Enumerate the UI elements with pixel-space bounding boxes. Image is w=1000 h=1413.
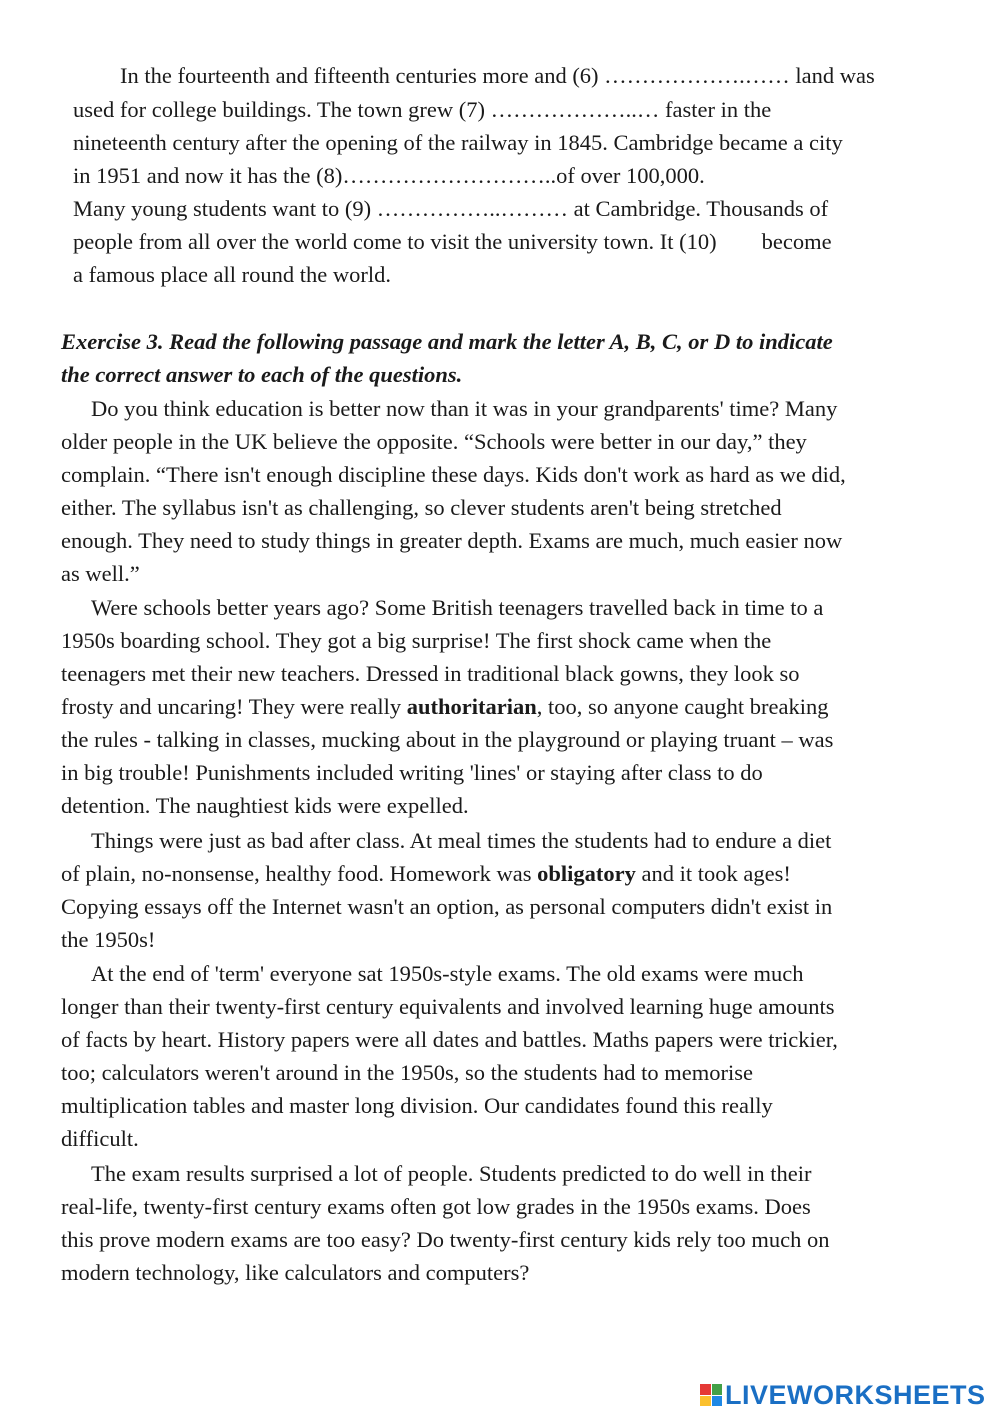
logo-mark-icon: [700, 1384, 722, 1406]
paragraph-line: The exam results surprised a lot of people. Students predicted to do well in their: [91, 1161, 812, 1186]
passage-line: in 1951 and now it has the (8)………………………..of over 100,000.: [73, 163, 705, 188]
paragraph-line: multiplication tables and master long division. Our candidates found this really: [61, 1093, 773, 1118]
paragraph-line: this prove modern exams are too easy? Do twenty-first century kids rely too much on: [61, 1227, 830, 1252]
paragraph-line: the 1950s!: [61, 927, 156, 952]
keyword-obligatory: obligatory: [537, 861, 636, 886]
logo-square: [700, 1384, 711, 1395]
logo-text: LIVEWORKSHEETS: [725, 1380, 986, 1410]
passage-line: In the fourteenth and fifteenth centuries more and (6) ……………….…… land was: [120, 63, 875, 88]
passage-line: Many young students want to (9) ……………..……… at Cambridge. Thousands of: [73, 196, 829, 221]
paragraph-line: difficult.: [61, 1126, 139, 1151]
paragraph-line: modern technology, like calculators and computers?: [61, 1260, 530, 1285]
logo-square: [700, 1396, 711, 1407]
paragraph-line: complain. “There isn't enough discipline these days. Kids don't work as hard as we did,: [61, 462, 846, 487]
paragraph-line: real-life, twenty-first century exams often got low grades in the 1950s exams. Does: [61, 1194, 811, 1219]
paragraph-line: Do you think education is better now than it was in your grandparents' time? Many: [91, 396, 838, 421]
liveworksheets-logo[interactable]: [700, 1378, 1000, 1412]
logo-square: [712, 1384, 723, 1395]
paragraph-line: either. The syllabus isn't as challenging, so clever students aren't being stretched: [61, 495, 782, 520]
paragraph-line: as well.”: [61, 561, 140, 586]
exercise-heading: Exercise 3. Read the following passage and mark the letter A, B, C, or D to indicate: [61, 329, 833, 354]
paragraph-line: teenagers met their new teachers. Dressed in traditional black gowns, they look so: [61, 661, 800, 686]
paragraph-line: older people in the UK believe the opposite. “Schools were better in our day,” they: [61, 429, 807, 454]
passage-line: people from all over the world come to visit the university town. It (10) become: [73, 229, 832, 254]
passage-line: used for college buildings. The town grew (7) ………………..… faster in the: [73, 97, 772, 122]
paragraph-line: the rules - talking in classes, mucking about in the playground or playing truant – was: [61, 727, 834, 752]
paragraph-line: detention. The naughtiest kids were expelled.: [61, 793, 469, 818]
paragraph-line: in big trouble! Punishments included writing 'lines' or staying after class to do: [61, 760, 763, 785]
paragraph-line: At the end of 'term' everyone sat 1950s-style exams. The old exams were much: [91, 961, 804, 986]
keyword-authoritarian: authoritarian: [406, 694, 537, 719]
paragraph-line: too; calculators weren't around in the 1950s, so the students had to memorise: [61, 1060, 754, 1085]
paragraph-line: of facts by heart. History papers were all dates and battles. Maths papers were trickier,: [61, 1027, 838, 1052]
paragraph-line: of plain, no-nonsense, healthy food. Homework was obligatory and it took ages!: [61, 861, 791, 886]
paragraph-line: Things were just as bad after class. At meal times the students had to endure a diet: [91, 828, 832, 853]
logo-square: [712, 1396, 723, 1407]
paragraph-line: Copying essays off the Internet wasn't an option, as personal computers didn't exist in: [61, 894, 833, 919]
paragraph-line: Were schools better years ago? Some British teenagers travelled back in time to a: [91, 595, 824, 620]
paragraph-line: frosty and uncaring! They were really authoritarian, too, so anyone caught breaking: [61, 694, 829, 719]
passage-line: a famous place all round the world.: [73, 262, 392, 287]
paragraph-line: enough. They need to study things in greater depth. Exams are much, much easier now: [61, 528, 843, 553]
passage-line: nineteenth century after the opening of the railway in 1845. Cambridge became a city: [73, 130, 843, 155]
paragraph-line: 1950s boarding school. They got a big surprise! The first shock came when the: [61, 628, 772, 653]
exercise-heading: the correct answer to each of the questions.: [61, 362, 463, 387]
paragraph-line: longer than their twenty-first century equivalents and involved learning huge amounts: [61, 994, 835, 1019]
